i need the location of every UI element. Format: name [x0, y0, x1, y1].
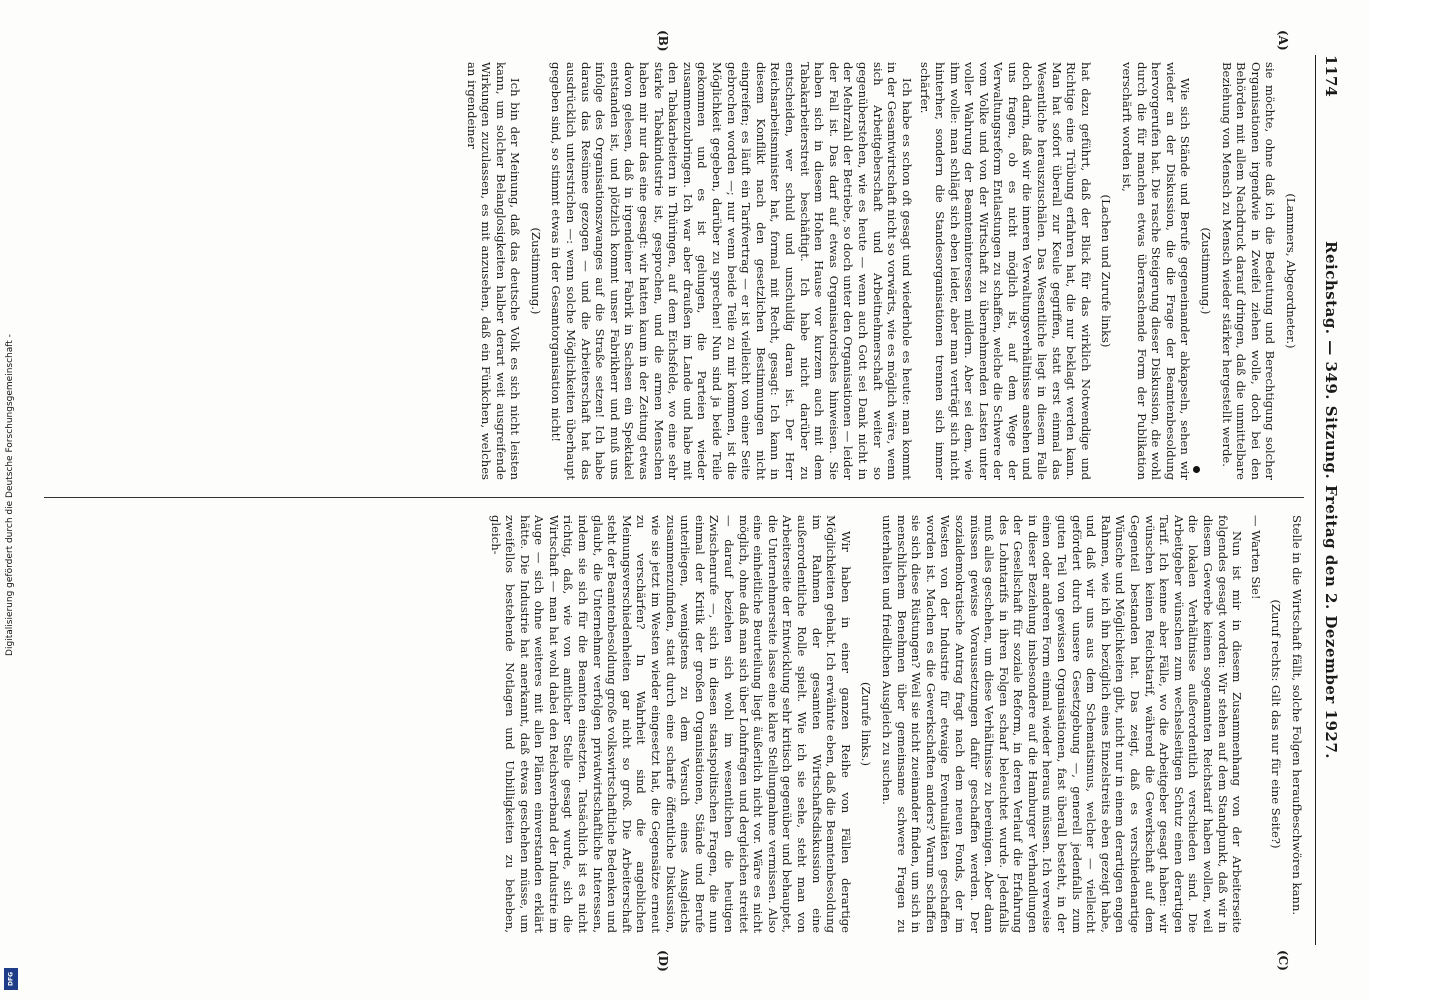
paragraph: Ich habe es schon oft gesagt und wiederhole es heute: man kommt in der Gesamtwirtschaft nicht so vorwärts, wie es möglich wäre, wenn sich Arbeitgeberschaft und Arbeitnehmerschaft weiter so gegenüberstehen, wie es heute — wenn auch Gott sei Dank nicht in der Mehrzahl der Betriebe, so doch unter den Organisationen — leider der Fall ist. Das darf auf etwas Organisatorisches hinweisen. Sie haben sich in diesem Hohen Hause vor kurzem auch mit dem Tabakarbeiterstreit beschäftigt. Ich habe nicht darüber zu entscheiden, wer schuld und unschuldig daran ist. Der Herr Reichsarbeitsminister hat, formal mit Recht, gesagt: Ich kann in diesem Konflikt nach den gesetzlichen Bestimmungen nicht eingreifen; es läuft ein Tarifvertrag — er ist vielleicht von einer Seite gebrochen worden —; nur wenn beide Teile zu mir kommen, ist die Möglichkeit gegeben, darüber zu sprechen! Nun sind ja beide Teile gekommen und es ist gelungen, die Parteien wieder zusammenzubringen. Ich war aber draußen im Lande und habe mit den Tabakarbeitern in Thüringen, auf dem Eichsfelde, wo eine sehr starke Tabakindustrie ist, gesprochen, und die armen Menschen haben mir nur das eine gesagt: wir hatten kaum in der Zeitung etwas davon gelesen, daß in irgendeiner Fabrik in Sachsen ein Spektakel entstanden ist, und plötzlich kommt unser Fabrikherr und muß uns infolge des Organisationszwanges auf die Straße setzen! Ich habe daraus das Resümee gezogen — und die Arbeiterschaft hat das ausdrücklich unterstrichen —: wenn solche Möglichkeiten überhaupt gegeben sind, so stimmt etwas in der Gesamtorganisation nicht! [549, 62, 914, 480]
margin-marker-a: (A) [1276, 30, 1290, 51]
digitization-credit: Digitalisierung gefördert durch die Deutsche Forschungsgemeinschaft - [5, 334, 15, 656]
interjection: (Zurufe links.) [859, 682, 874, 766]
page-number: 1174 [1322, 55, 1340, 97]
dfg-logo-icon: DFG [4, 968, 18, 990]
paragraph: sie möchte, ohne daß ich die Bedeutung und Berechtigung solcher Organisationen irgendwie in Zweifel ziehen wolle, doch bei den Behörden mit allem Nachdruck darauf dringen, daß die unmittelbare Beziehung von Mensch zu Mensch wieder stärker hergestellt werde. [1219, 62, 1278, 480]
paragraph: Stelle in die Wirtschaft fällt, solche Folgen heraufbeschwören kann. [1290, 515, 1304, 916]
left-column [44, 62, 1304, 480]
right-column [44, 515, 1304, 933]
page-title: Reichstag. — 349. Sitzung. Freitag den 2. Dezember 1927. [1322, 240, 1340, 759]
page-header [1315, 55, 1342, 945]
margin-marker-d: (D) [656, 950, 670, 972]
margin-marker-c: (C) [1276, 950, 1290, 971]
column-divider [44, 497, 1304, 498]
margin-marker-b: (B) [656, 30, 670, 52]
paragraph: Nun ist mir in diesem Zusammenhang von der Arbeiterseite folgendes gesagt worden: Wir stehen auf dem Standpunkt, daß wir in diesem Gewerbe keinen sogenannten Reichstarif haben wollen, weil die lokalen Verhältnisse außerordentlich verschieden sind. Die Arbeitgeber wünschen zum wechselseitigen Schutz einen derartigen Tarif. Ich kenne aber Fälle, wo die Arbeitgeber gesagt haben: wir wünschen keinen Reichstarif, während die Gewerkschaft auf dem Gegenteil bestanden hat. Das zeigt, daß es verschiedenartige Wünsche und Möglichkeiten gibt, nicht nur in einem derartigen engen Rahmen, wie ich ihn bezüglich eines Einzelstreits eben gezeigt habe, und daß wir uns aus dem Schematismus, welcher — vielleicht gefördert durch unsere Gesetzgebung —, generell jedenfalls zum guten Teil von gewissen Organisationen, fast überall besteht, in der einen oder anderen Form einmal wieder heraus müssen. Ich verweise in dieser Beziehung insbesondere auf die Hamburger Verhandlungen der Gesellschaft für soziale Reform, in deren Verlauf die Erfahrung des Lohntarifs in ihren Folgen scharf beleuchtet wurde. Jedenfalls muß alles geschehen, um diese Verhältnisse zu bereinigen. Aber dann müssen gewisse Voraussetzungen dafür geschaffen werden. Der sozialdemokratische Antrag fragt nach dem neuen Fonds, der im Westen von der Industrie für etwaige Eventualitäten geschaffen worden ist. Machen es die Gewerkschaften anders? Warum schaffen sie sich diese Rüstungen? Weil sie nicht zueinander finden, um sich in menschlichem Benehmen über gemeinsame schwere Fragen zu unterhalten und friedlichen Ausgleich zu suchen. [879, 515, 1245, 933]
interjection: (Lachen und Zurufe links) [1099, 194, 1114, 348]
speaker-label: (Lammers, Abgeordneter.) [1284, 193, 1298, 349]
interjection: (Zustimmung.) [528, 227, 543, 315]
paragraph: Ich bin der Meinung, daß das deutsche Volk es sich nicht leisten kann, um solcher Belanglosigkeiten halber derart weit ausgreifende Wirkungen zuzulassen, es mit anzusehen, daß ein Fünkchen, welches an irgendeiner [464, 62, 523, 480]
paragraph: Wir haben in einer ganzen Reihe von Fällen derartige Möglichkeiten gehabt. Ich erwähnte eben, daß die Beamtenbesoldung im Rahmen der gesamten Wirtschaftsdiskussion eine außerordentliche Rolle spielt. Wie ich sie sehe, steht man von Arbeiterseite der Entwicklung sehr kritisch gegenüber und behauptet, die Unternehmerseite lasse eine klare Stellungnahme vermissen. Also eine einheitliche Beurteilung liegt äußerlich nicht vor. Wäre es nicht möglich, ohne daß man sich über Lohnfragen und dergleichen streitet — darauf beziehen sich wohl im wesentlichen die heutigen Zwischenrufe —, sich in diesen staatspolitischen Fragen, die nun einmal der Kritik der großen Organisationen, Stände und Berufe unterliegen, wenigstens zu dem Versuch eines Ausgleichs zusammenzufinden, statt durch eine scharfe öffentliche Diskussion, wie sie jetzt im Westen wieder eingesetzt hat, die Gegensätze erneut zu verschärfen? In Wahrheit sind die angeblichen Meinungsverschiedenheiten gar nicht so groß. Die Arbeiterschaft steht der Beamtenbesoldung große volkswirtschaftliche Bedenken und glaubt, die Unternehmer verfolgen privatwirtschaftliche Interessen, indem sie sich für die Beamten einsetzten. Tatsächlich ist es nicht richtig, daß, wie von amtlicher Stelle gesagt wurde, sich die Wirtschaft — man hat wohl dabei den Reichsverband der Industrie im Auge — sich ohne weiteres mit allen Plänen einverstanden erklärt hätte. Die Industrie hat anerkannt, daß etwas geschehen müsse, um zweifellos bestehende Notlagen und Unbilligkeiten zu beheben, gleich- [488, 515, 853, 933]
interjection: (Zuruf rechts: Gilt das nur für eine Seite?) [1269, 599, 1284, 849]
interjection: — Warten Sie! [1248, 515, 1263, 600]
paragraph: Wie sich Stände und Berufe gegeneinander abkapseln, sehen wir wieder an der Diskussion, die die Frage der Beamtenbesoldung hervorgerufen hat. Die rasche Steigerung dieser Diskussion, die wohl durch die für manchen etwas überraschende Form der Publikation verschärft worden ist, [1120, 62, 1193, 480]
paragraph: hat dazu geführt, daß der Blick für das wirklich Notwendige und Richtige eine Trübung erfahren hat, die nur beklagt werden kann. Man hat sofort überall zur Keule gegriffen, statt erst einmal das Wesentliche herauszuschälen. Das Wesentliche liegt in diesem Falle doch darin, daß wir die inneren Verwaltungsverhältnisse ansehen und uns fragen, ob es nicht möglich ist, auf dem Wege der Verwaltungsreform Entlastungen zu schaffen, welche die Schwere der vom Volke und von der Wirtschaft zu übernehmenden Lasten unter voller Wahrung der Beamteninteressen mildern. Aber sei dem, wie ihm wolle: man schlägt sich eben leider, aber man verträgt sich nicht hinterher, sondern die Standesorganisationen trennen sich immer schärfer. [918, 62, 1093, 480]
interjection: (Zustimmung.) [1199, 227, 1214, 315]
